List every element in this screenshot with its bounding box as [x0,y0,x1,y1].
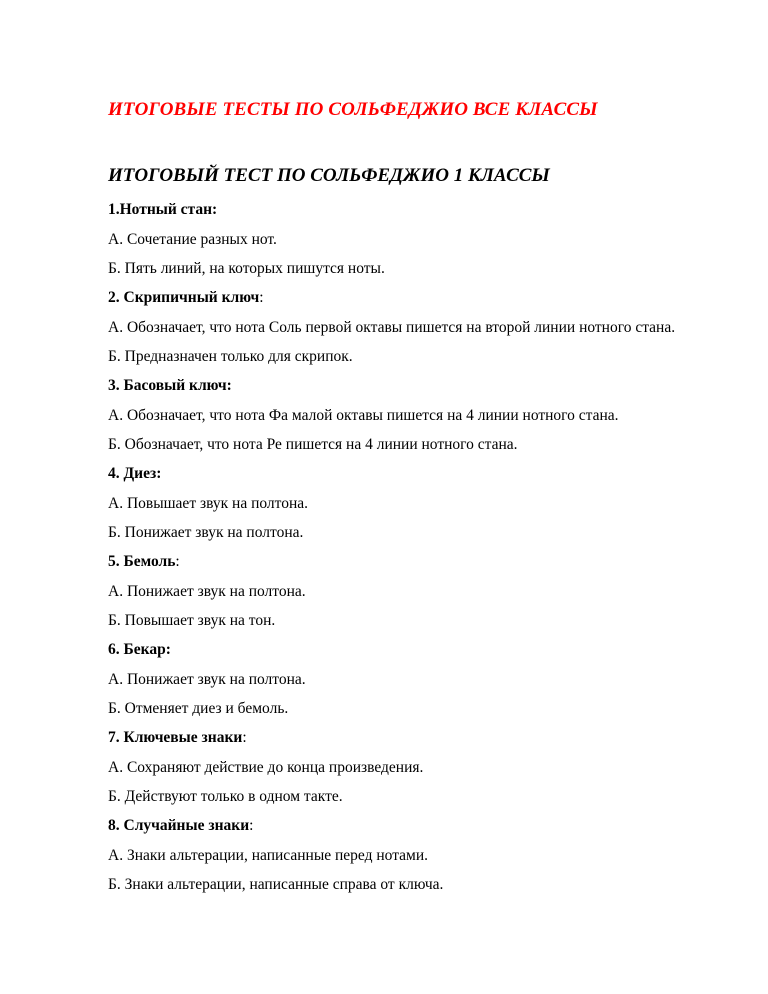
question-7 [108,729,738,806]
answer-option-b: Б. Повышает звук на тон. [108,612,276,629]
question-title: 6. Бекар: [108,641,171,658]
answer-option-a: А. Понижает звук на полтона. [108,583,306,600]
question-5 [108,553,738,630]
question-title: 1.Нотный стан: [108,201,218,218]
answer-option-a: А. Обозначает, что нота Фа малой октавы пишется на 4 линии нотного стана. [108,407,619,424]
question-2 [108,289,738,366]
answer-option-a: А. Знаки альтерации, написанные перед нотами. [108,847,429,864]
answer-option-a: А. Повышает звук на полтона. [108,495,309,512]
question-title: 8. Случайные знаки: [108,817,254,834]
test-title: ИТОГОВЫЙ ТЕСТ ПО СОЛЬФЕДЖИО 1 КЛАССЫ [108,165,550,186]
question-list [108,201,738,905]
question-title: 4. Диез: [108,465,162,482]
answer-option-b: Б. Знаки альтерации, написанные справа от ключа. [108,876,444,893]
answer-option-a: А. Обозначает, что нота Соль первой октавы пишется на второй линии нотного стана. [108,319,676,336]
question-title: 3. Басовый ключ: [108,377,232,394]
question-8 [108,817,738,894]
question-1 [108,201,738,278]
answer-option-b: Б. Отменяет диез и бемоль. [108,700,289,717]
document-title: ИТОГОВЫЕ ТЕСТЫ ПО СОЛЬФЕДЖИО ВСЕ КЛАССЫ [108,99,598,120]
answer-option-a: А. Сохраняют действие до конца произведения. [108,759,424,776]
answer-option-b: Б. Понижает звук на полтона. [108,524,304,541]
question-6 [108,641,738,718]
question-title: 7. Ключевые знаки: [108,729,247,746]
question-4 [108,465,738,542]
answer-option-b: Б. Предназначен только для скрипок. [108,348,353,365]
question-title: 5. Бемоль: [108,553,180,570]
answer-option-a: А. Понижает звук на полтона. [108,671,306,688]
question-title: 2. Скрипичный ключ: [108,289,264,306]
answer-option-b: Б. Пять линий, на которых пишутся ноты. [108,260,385,277]
question-3 [108,377,738,454]
answer-option-b: Б. Действуют только в одном такте. [108,788,343,805]
answer-option-b: Б. Обозначает, что нота Ре пишется на 4 линии нотного стана. [108,436,518,453]
answer-option-a: А. Сочетание разных нот. [108,231,277,248]
